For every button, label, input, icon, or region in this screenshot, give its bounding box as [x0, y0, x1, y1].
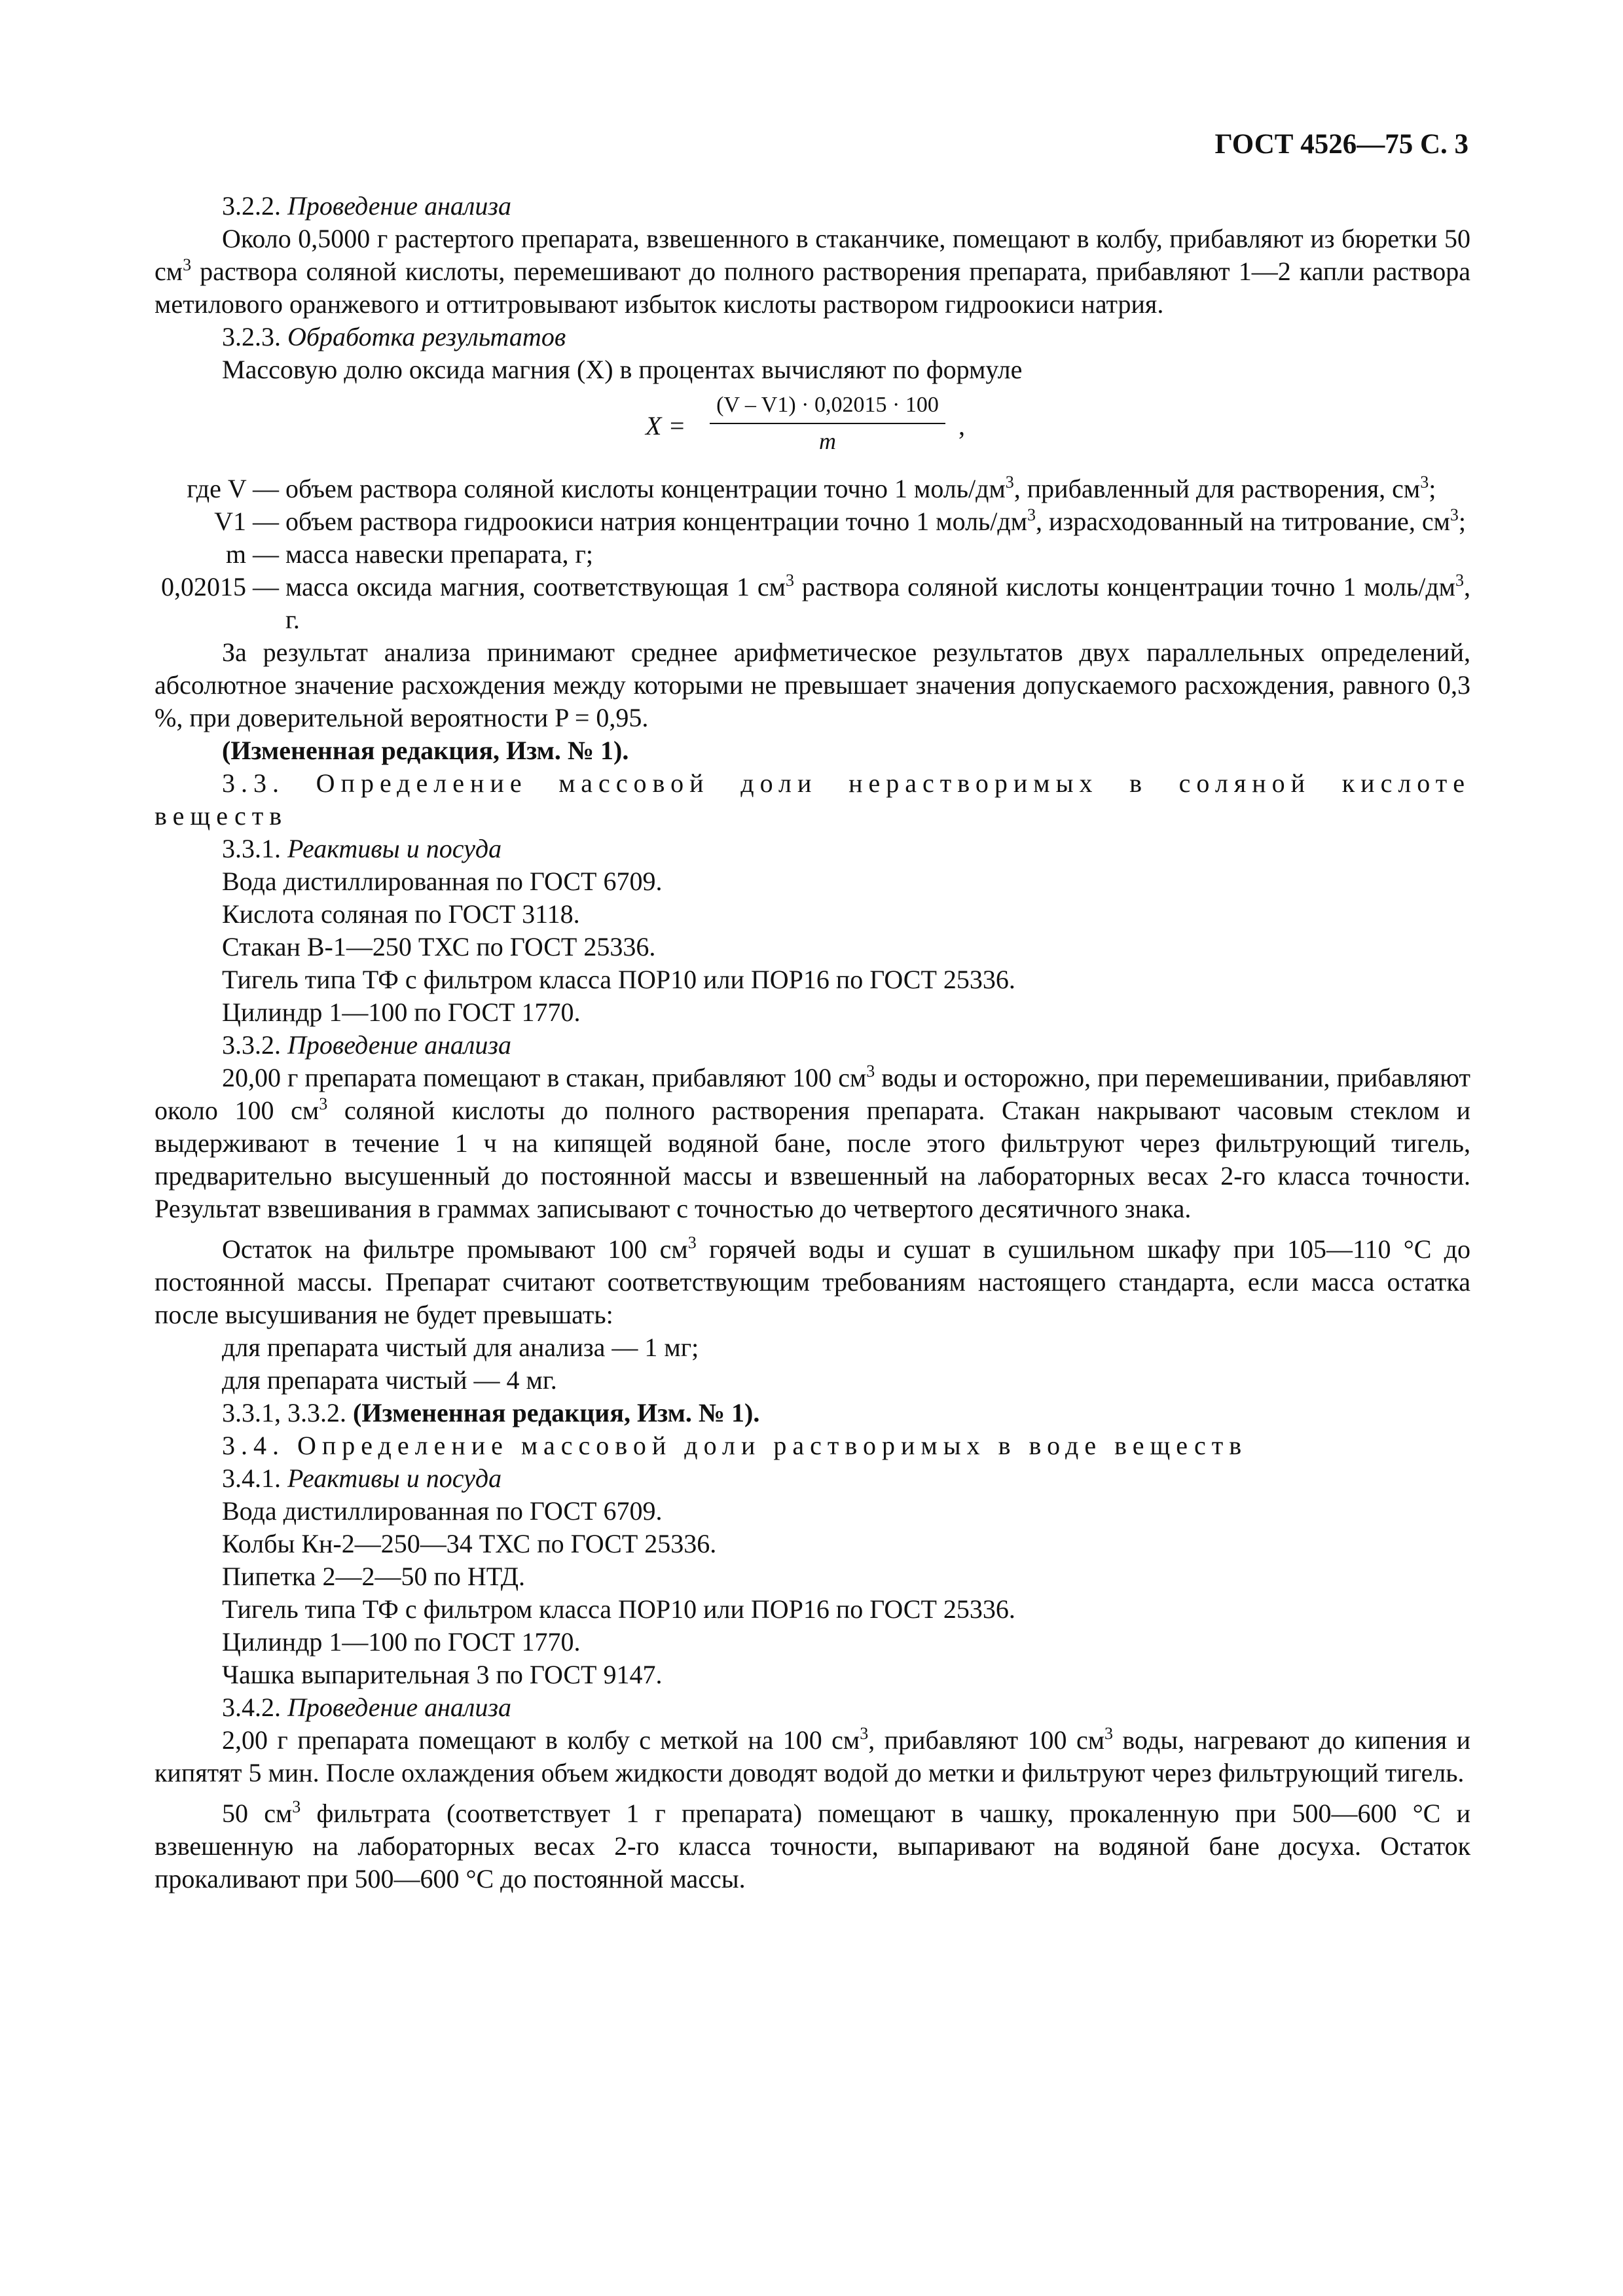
paragraph [155, 1724, 1470, 1789]
section-number: 3.2.2. [222, 191, 281, 221]
text: 2,00 г препарата помещают в колбу с меткой на 100 см [222, 1725, 860, 1755]
text: Остаток на фильтре промывают 100 см [222, 1234, 688, 1264]
section-number: 3.3.1. [222, 834, 281, 863]
list-item: Цилиндр 1—100 по ГОСТ 1770. [222, 1627, 581, 1657]
where-definition: масса навески препарата, г; [285, 539, 593, 569]
text: 20,00 г препарата помещают в стакан, прибавляют 100 см [222, 1063, 867, 1092]
spacer [155, 1225, 1470, 1233]
text: воды, нагревают до кипения и кипятят 5 мин. После охлаждения объем жидкости доводят водой до метки и фильтруют через фильтрующий тигель. [155, 1725, 1470, 1787]
amendment-note [155, 1397, 1470, 1429]
section-heading-3-4-1 [155, 1462, 1470, 1495]
section-heading-3-2-2 [155, 190, 1470, 223]
superscript: 3 [1027, 505, 1036, 524]
text: горячей воды и сушат в сушильном шкафу при 105—110 °С до постоянной массы. Препарат считают соответствующим требованиям настоящего стандарта, если масса остатка после высушивания не будет превышать: [155, 1234, 1470, 1329]
text: воды и осторожно, при перемешивании, прибавляют около 100 см [155, 1063, 1470, 1125]
superscript: 3 [183, 255, 192, 274]
formula-comma: , [958, 411, 965, 440]
formula-fraction [703, 390, 952, 456]
document-body [155, 190, 1470, 1895]
section-heading-3-2-3 [155, 321, 1470, 353]
superscript: 3 [687, 1233, 697, 1252]
superscript: 3 [1005, 473, 1014, 492]
superscript: 3 [1455, 571, 1464, 590]
section-title: Реактивы и посуда [287, 834, 502, 863]
paragraph: За результат анализа принимают среднее арифметическое результатов двух параллельных определений, абсолютное значение расхождения между которыми не превышает значения допускаемого расхождения, равного 0,3 %, при доверительной вероятности P = 0,95. [155, 637, 1470, 732]
list-item: Цилиндр 1—100 по ГОСТ 1770. [222, 997, 581, 1027]
where-item-m [135, 538, 1470, 571]
paragraph [155, 1797, 1470, 1895]
list-item: Кислота соляная по ГОСТ 3118. [222, 899, 580, 929]
limit-item: для препарата чистый — 4 мг. [222, 1365, 557, 1395]
amendment-note: (Измененная редакция, Изм. № 1). [222, 736, 629, 765]
list-item: Чашка выпарительная 3 по ГОСТ 9147. [222, 1660, 663, 1689]
section-title: Обработка результатов [287, 322, 566, 351]
section-title: Проведение анализа [287, 1693, 511, 1722]
where-term: m — [225, 539, 279, 569]
paragraph [155, 223, 1470, 321]
section-number: 3.4.2. [222, 1693, 281, 1722]
where-term: V1 — [214, 507, 279, 536]
text: Около 0,5000 г растертого препарата, взвешенного в стаканчике, помещают в колбу, прибавляют из бюретки 50 см [155, 224, 1470, 286]
text: , прибавленный для растворения, см [1013, 474, 1421, 503]
formula-numerator: (V – V1) · 0,02015 · 100 [716, 393, 939, 417]
text: 3.3.1, 3.3.2. [222, 1398, 353, 1427]
list-item: Вода дистиллированная по ГОСТ 6709. [222, 1496, 663, 1526]
where-item-v1 [135, 505, 1470, 538]
text: масса оксида магния, соответствующая 1 см [285, 572, 786, 601]
superscript: 3 [319, 1094, 328, 1113]
list-item: Тигель типа ТФ с фильтром класса ПОР10 или ПОР16 по ГОСТ 25336. [222, 1594, 1015, 1624]
where-term: где V — [187, 474, 279, 503]
formula [155, 390, 1470, 463]
fraction-bar [710, 423, 945, 424]
where-term: 0,02015 — [161, 572, 279, 601]
list-item: Стакан В-1—250 ТХС по ГОСТ 25336. [222, 932, 656, 961]
section-number: 3.2.3. [222, 322, 281, 351]
text: раствора соляной кислоты концентрации точно 1 моль/дм [793, 572, 1455, 601]
superscript: 3 [866, 1062, 875, 1081]
text: (Измененная редакция, Изм. № 1). [353, 1398, 760, 1427]
text: 50 см [222, 1799, 293, 1828]
superscript: 3 [785, 571, 794, 590]
paragraph [155, 1062, 1470, 1225]
section-title: Реактивы и посуда [287, 1463, 502, 1493]
spacer [155, 1789, 1470, 1797]
list-item: Пипетка 2—2—50 по НТД. [222, 1562, 526, 1591]
section-heading-3-4-2 [155, 1691, 1470, 1724]
where-definition: объем раствора соляной кислоты концентрации точно 1 моль/$дм^3$, прибавленный для растворения, $см^3$; [285, 473, 1436, 503]
text: раствора соляной кислоты, перемешивают до полного растворения препарата, прибавляют 1—2 капли раствора метилового оранжевого и оттитровывают избыток кислоты раствором гидроокиси натрия. [155, 257, 1470, 319]
text: , прибавляют 100 см [868, 1725, 1105, 1755]
list-item: Колбы Кн-2—250—34 ТХС по ГОСТ 25336. [222, 1529, 717, 1558]
section-heading-3-4: 3.4. Определение массовой доли растворимых в воде веществ [222, 1431, 1248, 1460]
superscript: 3 [1420, 473, 1429, 492]
superscript: 3 [1450, 505, 1459, 524]
section-heading-3-3: 3.3. Определение массовой доли нерастворимых в соляной кислоте веществ [155, 768, 1470, 831]
where-definition: объем раствора гидроокиси натрия концентрации точно 1 моль/$дм^3$, израсходованный на титрование, $см^3$; [285, 505, 1467, 536]
list-item: Тигель типа ТФ с фильтром класса ПОР10 или ПОР16 по ГОСТ 25336. [222, 965, 1015, 994]
text: объем раствора гидроокиси натрия концентрации точно 1 моль/дм [285, 507, 1028, 536]
paragraph: Массовую долю оксида магния (X) в процентах вычисляют по формуле [222, 355, 1023, 384]
list-item: Вода дистиллированная по ГОСТ 6709. [222, 867, 663, 896]
section-heading-3-3-2 [155, 1029, 1470, 1062]
where-definition [285, 571, 1470, 636]
superscript: 3 [1104, 1724, 1114, 1743]
text: , израсходованный на титрование, см [1036, 507, 1450, 536]
superscript: 3 [292, 1797, 301, 1816]
where-item-constant [135, 571, 1470, 636]
formula-denominator: m [819, 428, 836, 454]
section-title: Проведение анализа [287, 191, 511, 221]
section-number: 3.4.1. [222, 1463, 281, 1493]
page-header: ГОСТ 4526—75 С. 3 [1214, 129, 1468, 160]
section-heading-3-3-1 [155, 833, 1470, 865]
limit-item: для препарата чистый для анализа — 1 мг; [222, 1333, 699, 1362]
formula-lhs: X = [646, 411, 686, 440]
text: объем раствора соляной кислоты концентрации точно 1 моль/дм [285, 474, 1006, 503]
paragraph [155, 1233, 1470, 1331]
superscript: 3 [860, 1724, 869, 1743]
text: соляной кислоты до полного растворения препарата. Стакан накрывают часовым стеклом и выдерживают в течение 1 ч на кипящей водяной бане, после этого фильтруют через фильтрующий тигель, предварительно высушенный до постоянной массы и взвешенный на лабораторных весах 2-го класса точности. Результат взвешивания в граммах записывают с точностью до четвертого десятичного знака. [155, 1096, 1470, 1223]
section-number: 3.3.2. [222, 1030, 281, 1060]
text: фильтрата (соответствует 1 г препарата) помещают в чашку, прокаленную при 500—600 °С и взвешенную на лабораторных весах 2-го класса точности, выпаривают на водяной бане досуха. Остаток прокаливают при 500—600 °С до постоянной массы. [155, 1799, 1470, 1893]
text: , г. [285, 572, 1470, 634]
section-title: Проведение анализа [287, 1030, 511, 1060]
where-item-v [135, 473, 1470, 505]
